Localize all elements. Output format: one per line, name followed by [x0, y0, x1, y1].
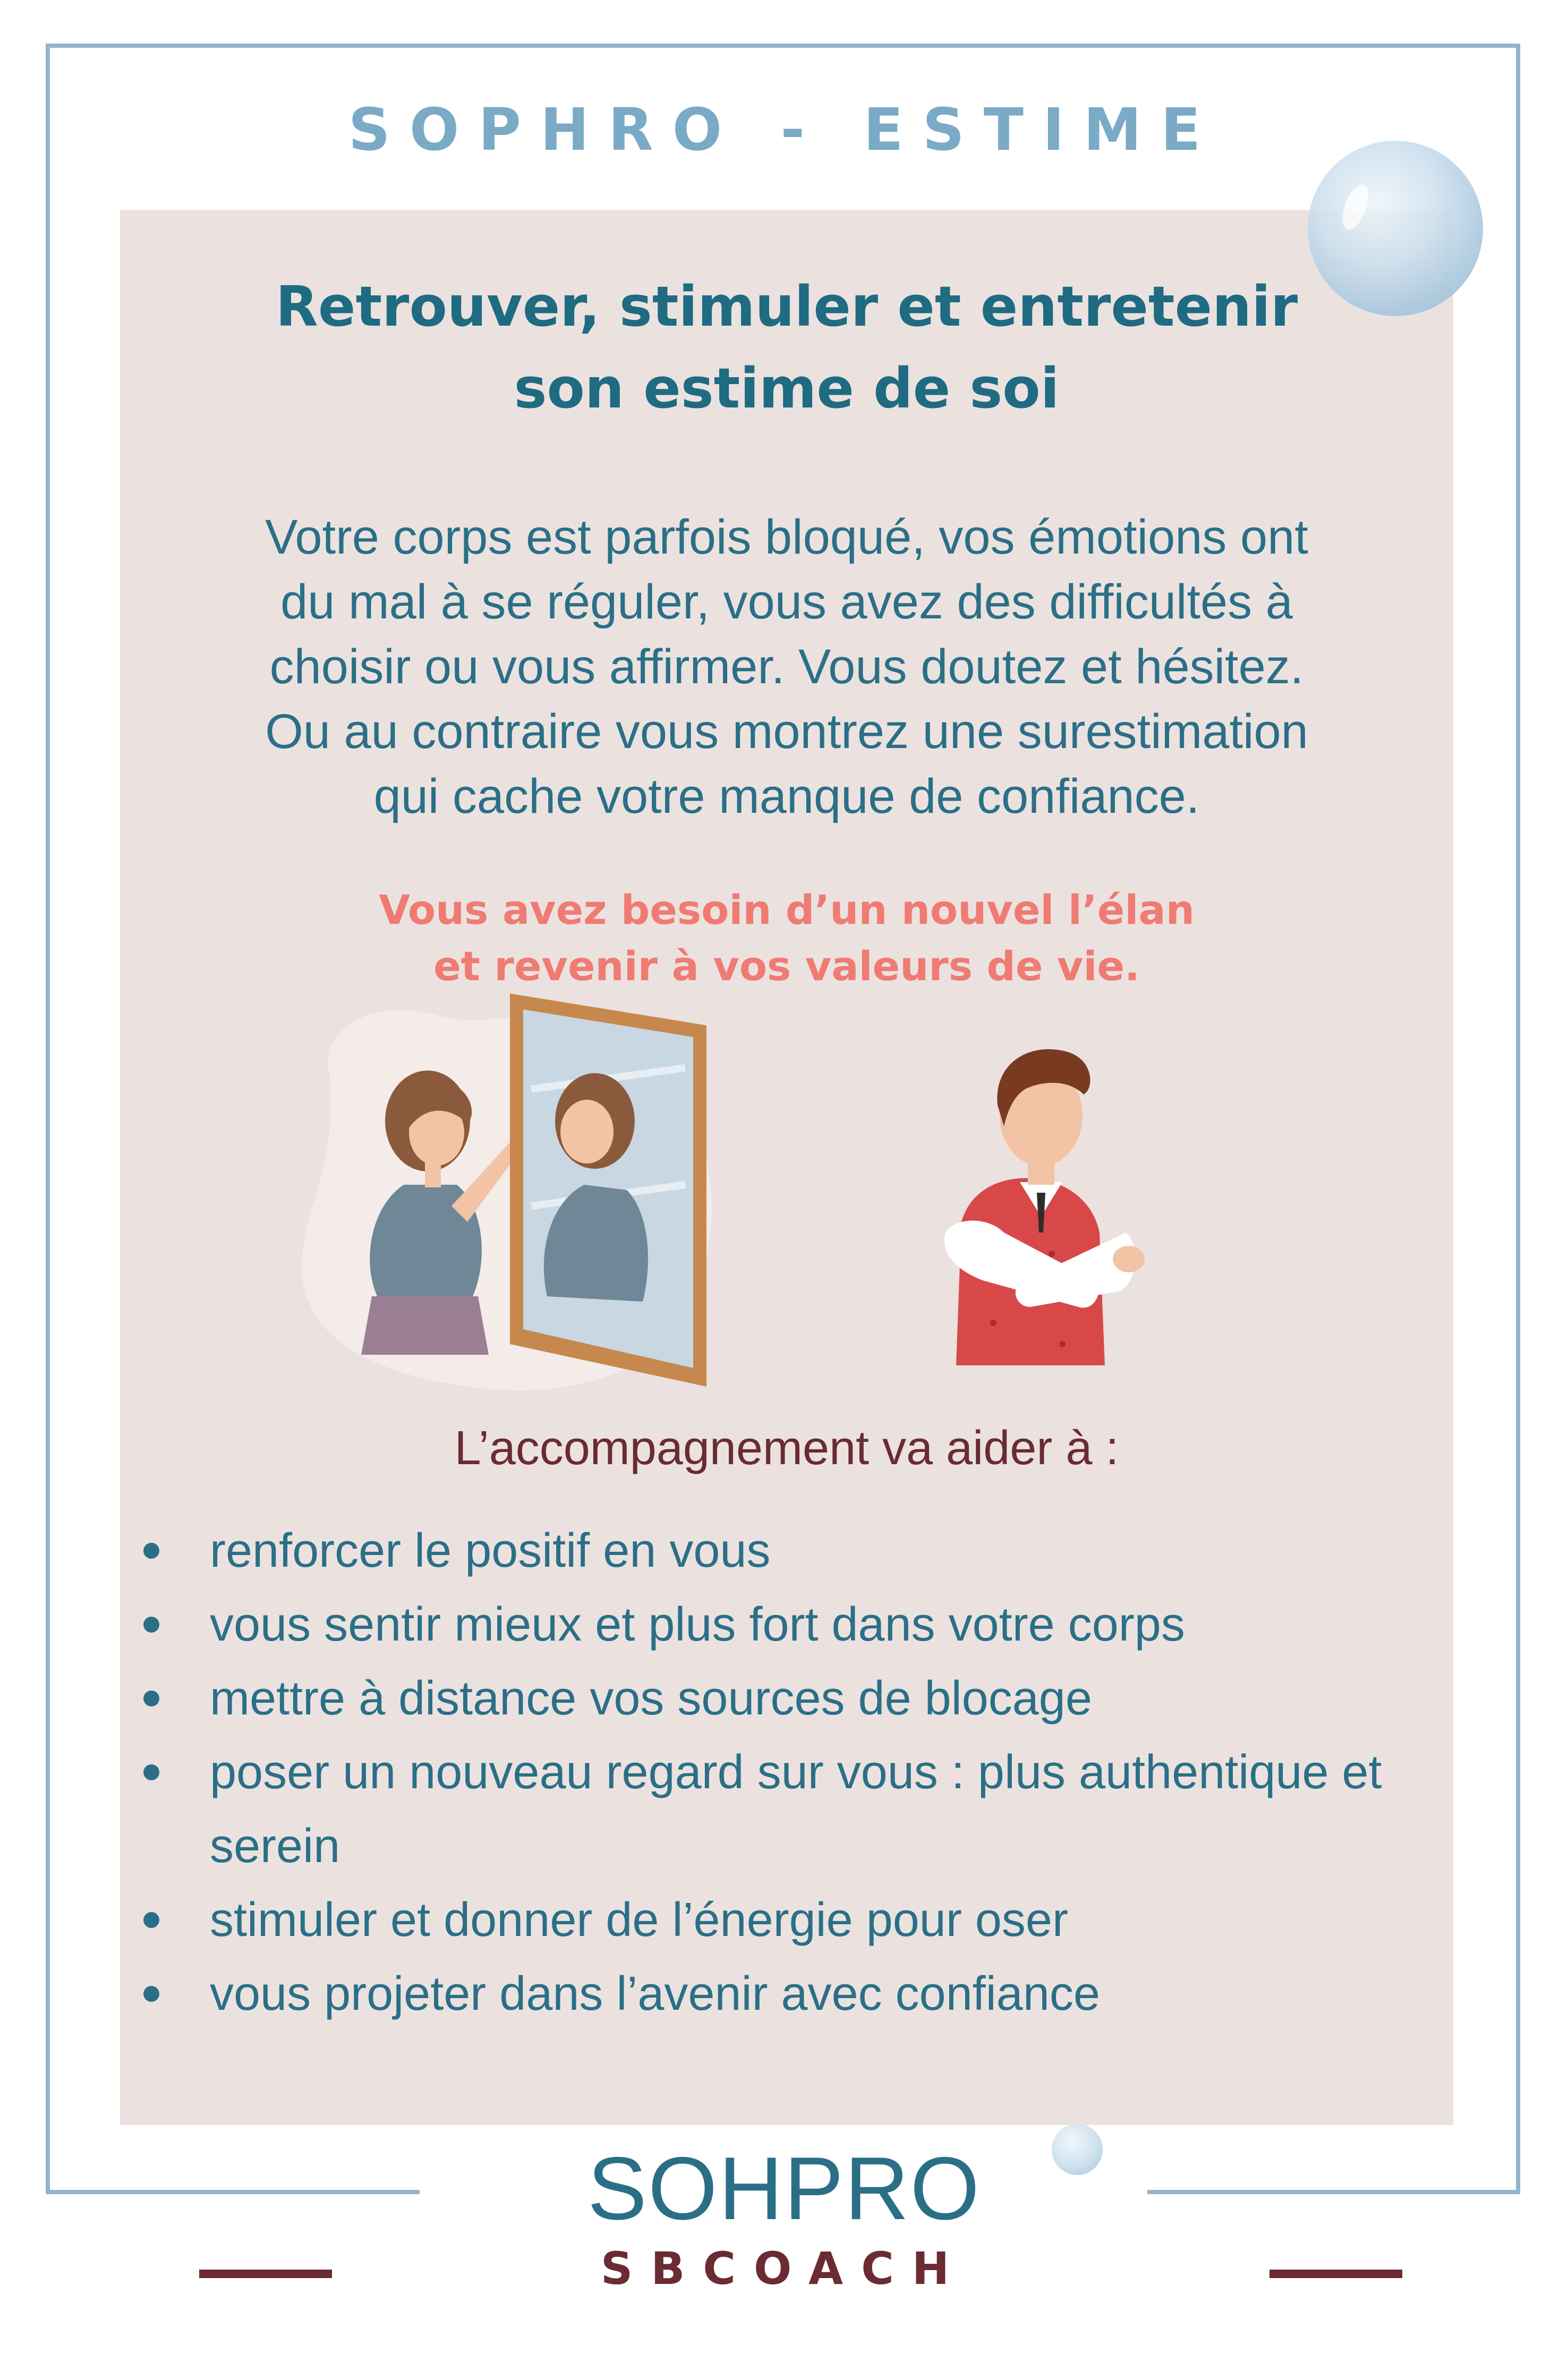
- bullet-icon: [143, 1764, 159, 1780]
- bullet-icon: [143, 1986, 159, 2002]
- confident-man-illustration-icon: [944, 1049, 1145, 1365]
- list-item: [133, 1883, 1450, 1957]
- benefits-list: [133, 1514, 1450, 2031]
- bullet-icon: [143, 1617, 159, 1633]
- main-title-line1: Retrouver, stimuler et entretenir: [275, 274, 1298, 339]
- highlight-text: [120, 882, 1453, 995]
- bullet-icon: [143, 1543, 159, 1559]
- footer-subbrand: SBCOACH: [600, 2242, 968, 2295]
- mirror-illustration-icon: [510, 993, 706, 1387]
- list-item-text: stimuler et donner de l’énergie pour oser: [210, 1893, 1068, 1947]
- list-item-text: vous sentir mieux et plus fort dans votre corps: [210, 1598, 1185, 1651]
- list-item: [133, 1957, 1450, 2031]
- highlight-line1: Vous avez besoin d’un nouvel l’élan: [379, 886, 1195, 933]
- main-title: [120, 266, 1453, 429]
- bullet-icon: [143, 1912, 159, 1928]
- footer-right-bar: [1269, 2270, 1402, 2278]
- list-item-text: poser un nouveau regard sur vous : plus authentique et serein: [210, 1746, 1382, 1873]
- list-item: [133, 1736, 1450, 1883]
- intro-line: Ou au contraire vous montrez une surestimation: [265, 704, 1308, 759]
- list-item-text: mettre à distance vos sources de blocage: [210, 1672, 1092, 1725]
- illustration: [297, 983, 1200, 1397]
- intro-line: qui cache votre manque de confiance.: [373, 769, 1200, 823]
- intro-paragraph: [120, 505, 1453, 829]
- bullet-icon: [143, 1691, 159, 1706]
- list-item: [133, 1588, 1450, 1662]
- footer-left-bar: [199, 2270, 332, 2278]
- list-item: [133, 1514, 1450, 1588]
- intro-line: du mal à se réguler, vous avez des difficultés à: [280, 575, 1293, 629]
- highlight-line2: et revenir à vos valeurs de vie.: [433, 942, 1140, 990]
- list-item-text: renforcer le positif en vous: [210, 1524, 771, 1577]
- intro-line: choisir ou vous affirmer. Vous doutez et hésitez.: [269, 640, 1304, 694]
- intro-line: Votre corps est parfois bloqué, vos émotions ont: [265, 510, 1308, 564]
- list-item: [133, 1662, 1450, 1736]
- list-item-text: vous projeter dans l’avenir avec confiance: [210, 1967, 1100, 2020]
- header-title: SOPHRO - ESTIME: [348, 96, 1220, 164]
- help-title: L’accompagnement va aider à :: [454, 1422, 1119, 1475]
- footer-brand: SOHPRO: [587, 2138, 981, 2238]
- main-title-line2: son estime de soi: [514, 356, 1060, 421]
